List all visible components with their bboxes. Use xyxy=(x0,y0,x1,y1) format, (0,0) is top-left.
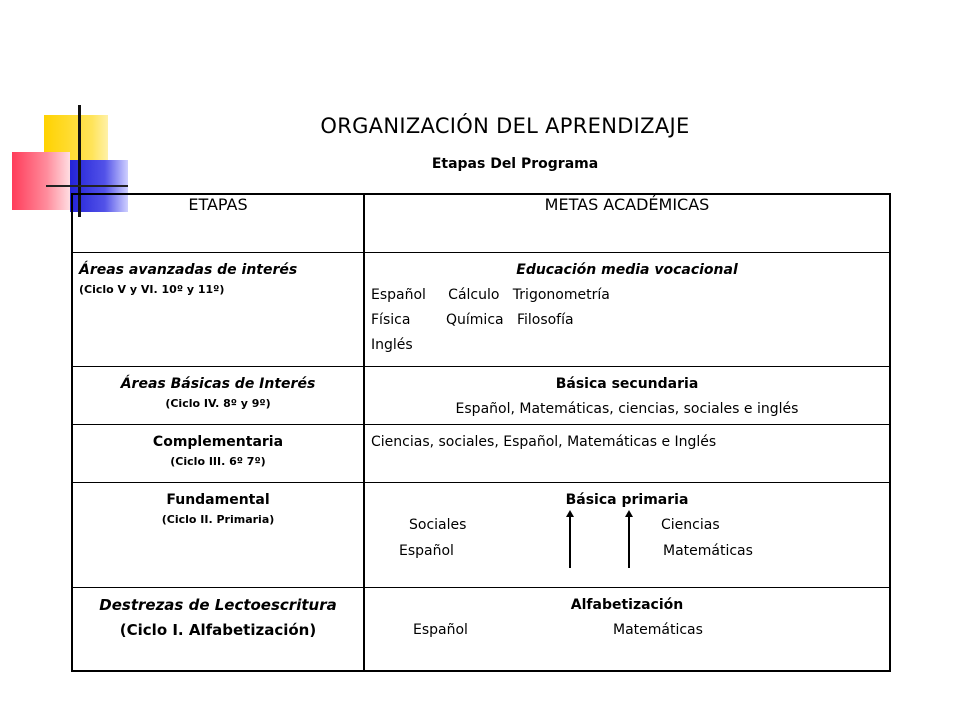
goal-line: Español Cálculo Trigonometría xyxy=(371,287,610,303)
subject-label: Sociales xyxy=(409,517,467,533)
table-row xyxy=(72,367,890,425)
arrow-up-icon xyxy=(569,516,571,568)
stage-name: Destrezas de Lectoescritura xyxy=(99,596,337,614)
stage-cycle: (Ciclo I. Alfabetización) xyxy=(119,621,317,639)
arrow-up-icon xyxy=(628,516,630,568)
page-title: ORGANIZACIÓN DEL APRENDIZAJE xyxy=(320,114,690,138)
stage-name: Áreas Básicas de Interés xyxy=(120,376,316,392)
subject-label: Español xyxy=(399,543,454,559)
stage-cycle: (Ciclo II. Primaria) xyxy=(161,513,275,526)
subject-label: Ciencias xyxy=(661,517,720,533)
table-row xyxy=(72,588,890,672)
subject-label: Matemáticas xyxy=(613,622,703,638)
goal-title: Básica secundaria xyxy=(555,376,699,392)
stages-table xyxy=(71,193,891,672)
goal-line: Ciencias, sociales, Español, Matemáticas e Inglés xyxy=(371,434,717,450)
goal-line: Física Química Filosofía xyxy=(371,312,574,328)
goal-line: Inglés xyxy=(371,337,413,353)
stage-name: Complementaria xyxy=(152,434,284,450)
subject-label: Español xyxy=(413,622,468,638)
table-row xyxy=(72,253,890,367)
subject-label: Matemáticas xyxy=(663,543,753,559)
goal-line: Español, Matemáticas, ciencias, sociales e inglés xyxy=(455,401,799,417)
table-header-row xyxy=(72,194,890,253)
stage-cycle: (Ciclo V y VI. 10º y 11º) xyxy=(79,283,225,296)
table-row xyxy=(72,425,890,483)
goal-title: Alfabetización xyxy=(570,597,684,613)
stage-cycle: (Ciclo III. 6º 7º) xyxy=(170,455,266,468)
stage-cycle: (Ciclo IV. 8º y 9º) xyxy=(165,397,271,410)
header-goals: METAS ACADÉMICAS xyxy=(364,194,890,253)
table-row xyxy=(72,483,890,588)
goal-title: Básica primaria xyxy=(565,492,689,508)
stage-name: Áreas avanzadas de interés xyxy=(79,262,298,278)
page-subtitle: Etapas Del Programa xyxy=(431,156,599,172)
stage-name: Fundamental xyxy=(166,492,270,508)
header-stages: ETAPAS xyxy=(72,194,364,253)
horizontal-line-shape xyxy=(46,185,128,187)
goal-title: Educación media vocacional xyxy=(516,262,738,278)
